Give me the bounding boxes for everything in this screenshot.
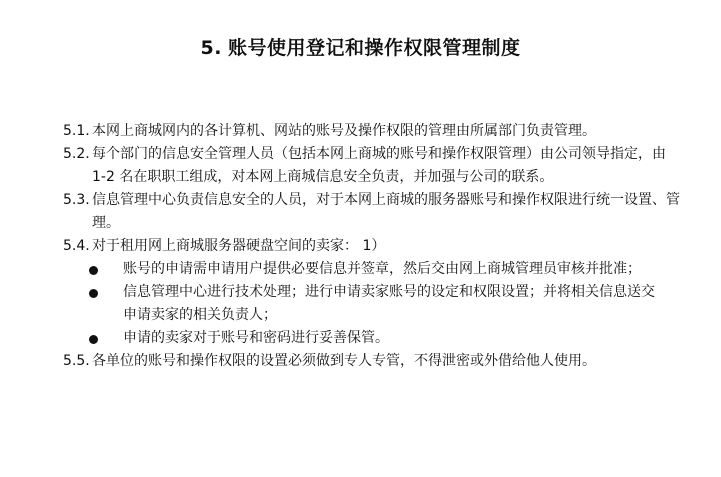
list-item — [92, 327, 683, 350]
clause-number: 5.2. — [63, 146, 90, 162]
clause-text: 本网上商城网内的各计算机、网站的账号及操作权限的管理由所属部门负责管理。 — [92, 123, 596, 139]
clause-number: 5.3. — [63, 192, 90, 208]
clause-list — [63, 120, 683, 373]
bullet-list — [63, 258, 683, 350]
bullet-text: 账号的申请需申请用户提供必要信息并签章，然后交由网上商城管理员审核并批准； — [123, 261, 641, 277]
clause-5-5 — [63, 350, 683, 373]
section-number: 5. — [200, 37, 222, 59]
clause-number: 5.4. — [63, 238, 90, 254]
bullet-dot-icon — [89, 335, 98, 344]
section-title — [0, 33, 721, 60]
clause-text: 对于租用网上商城服务器硬盘空间的卖家： 1） — [92, 238, 386, 254]
clause-5-4 — [63, 235, 683, 258]
clause-5-1 — [63, 120, 683, 143]
list-item — [92, 258, 683, 281]
bullet-text: 信息管理中心进行技术处理；进行申请卖家账号的设定和权限设置；并将相关信息送交申请卖家的相关负责人； — [123, 284, 655, 323]
clause-number: 5.1. — [63, 123, 90, 139]
clause-number: 5.5. — [63, 353, 90, 369]
bullet-text: 申请的卖家对于账号和密码进行妥善保管。 — [123, 330, 389, 346]
clause-5-3 — [63, 189, 683, 235]
bullet-dot-icon — [89, 266, 98, 275]
clause-text: 信息管理中心负责信息安全的人员，对于本网上商城的服务器账号和操作权限进行统一设置、管理。 — [92, 192, 680, 231]
section-title-text: 账号使用登记和操作权限管理制度 — [227, 37, 521, 59]
bullet-dot-icon — [89, 289, 98, 298]
clause-text: 各单位的账号和操作权限的设置必须做到专人专管，不得泄密或外借给他人使用。 — [92, 353, 596, 369]
clause-5-2 — [63, 143, 683, 189]
clause-text: 每个部门的信息安全管理人员（包括本网上商城的账号和操作权限管理）由公司领导指定，由 1-2 名在职职工组成，对本网上商城信息安全负责，并加强与公司的联系。 — [92, 146, 666, 185]
list-item — [92, 281, 683, 327]
